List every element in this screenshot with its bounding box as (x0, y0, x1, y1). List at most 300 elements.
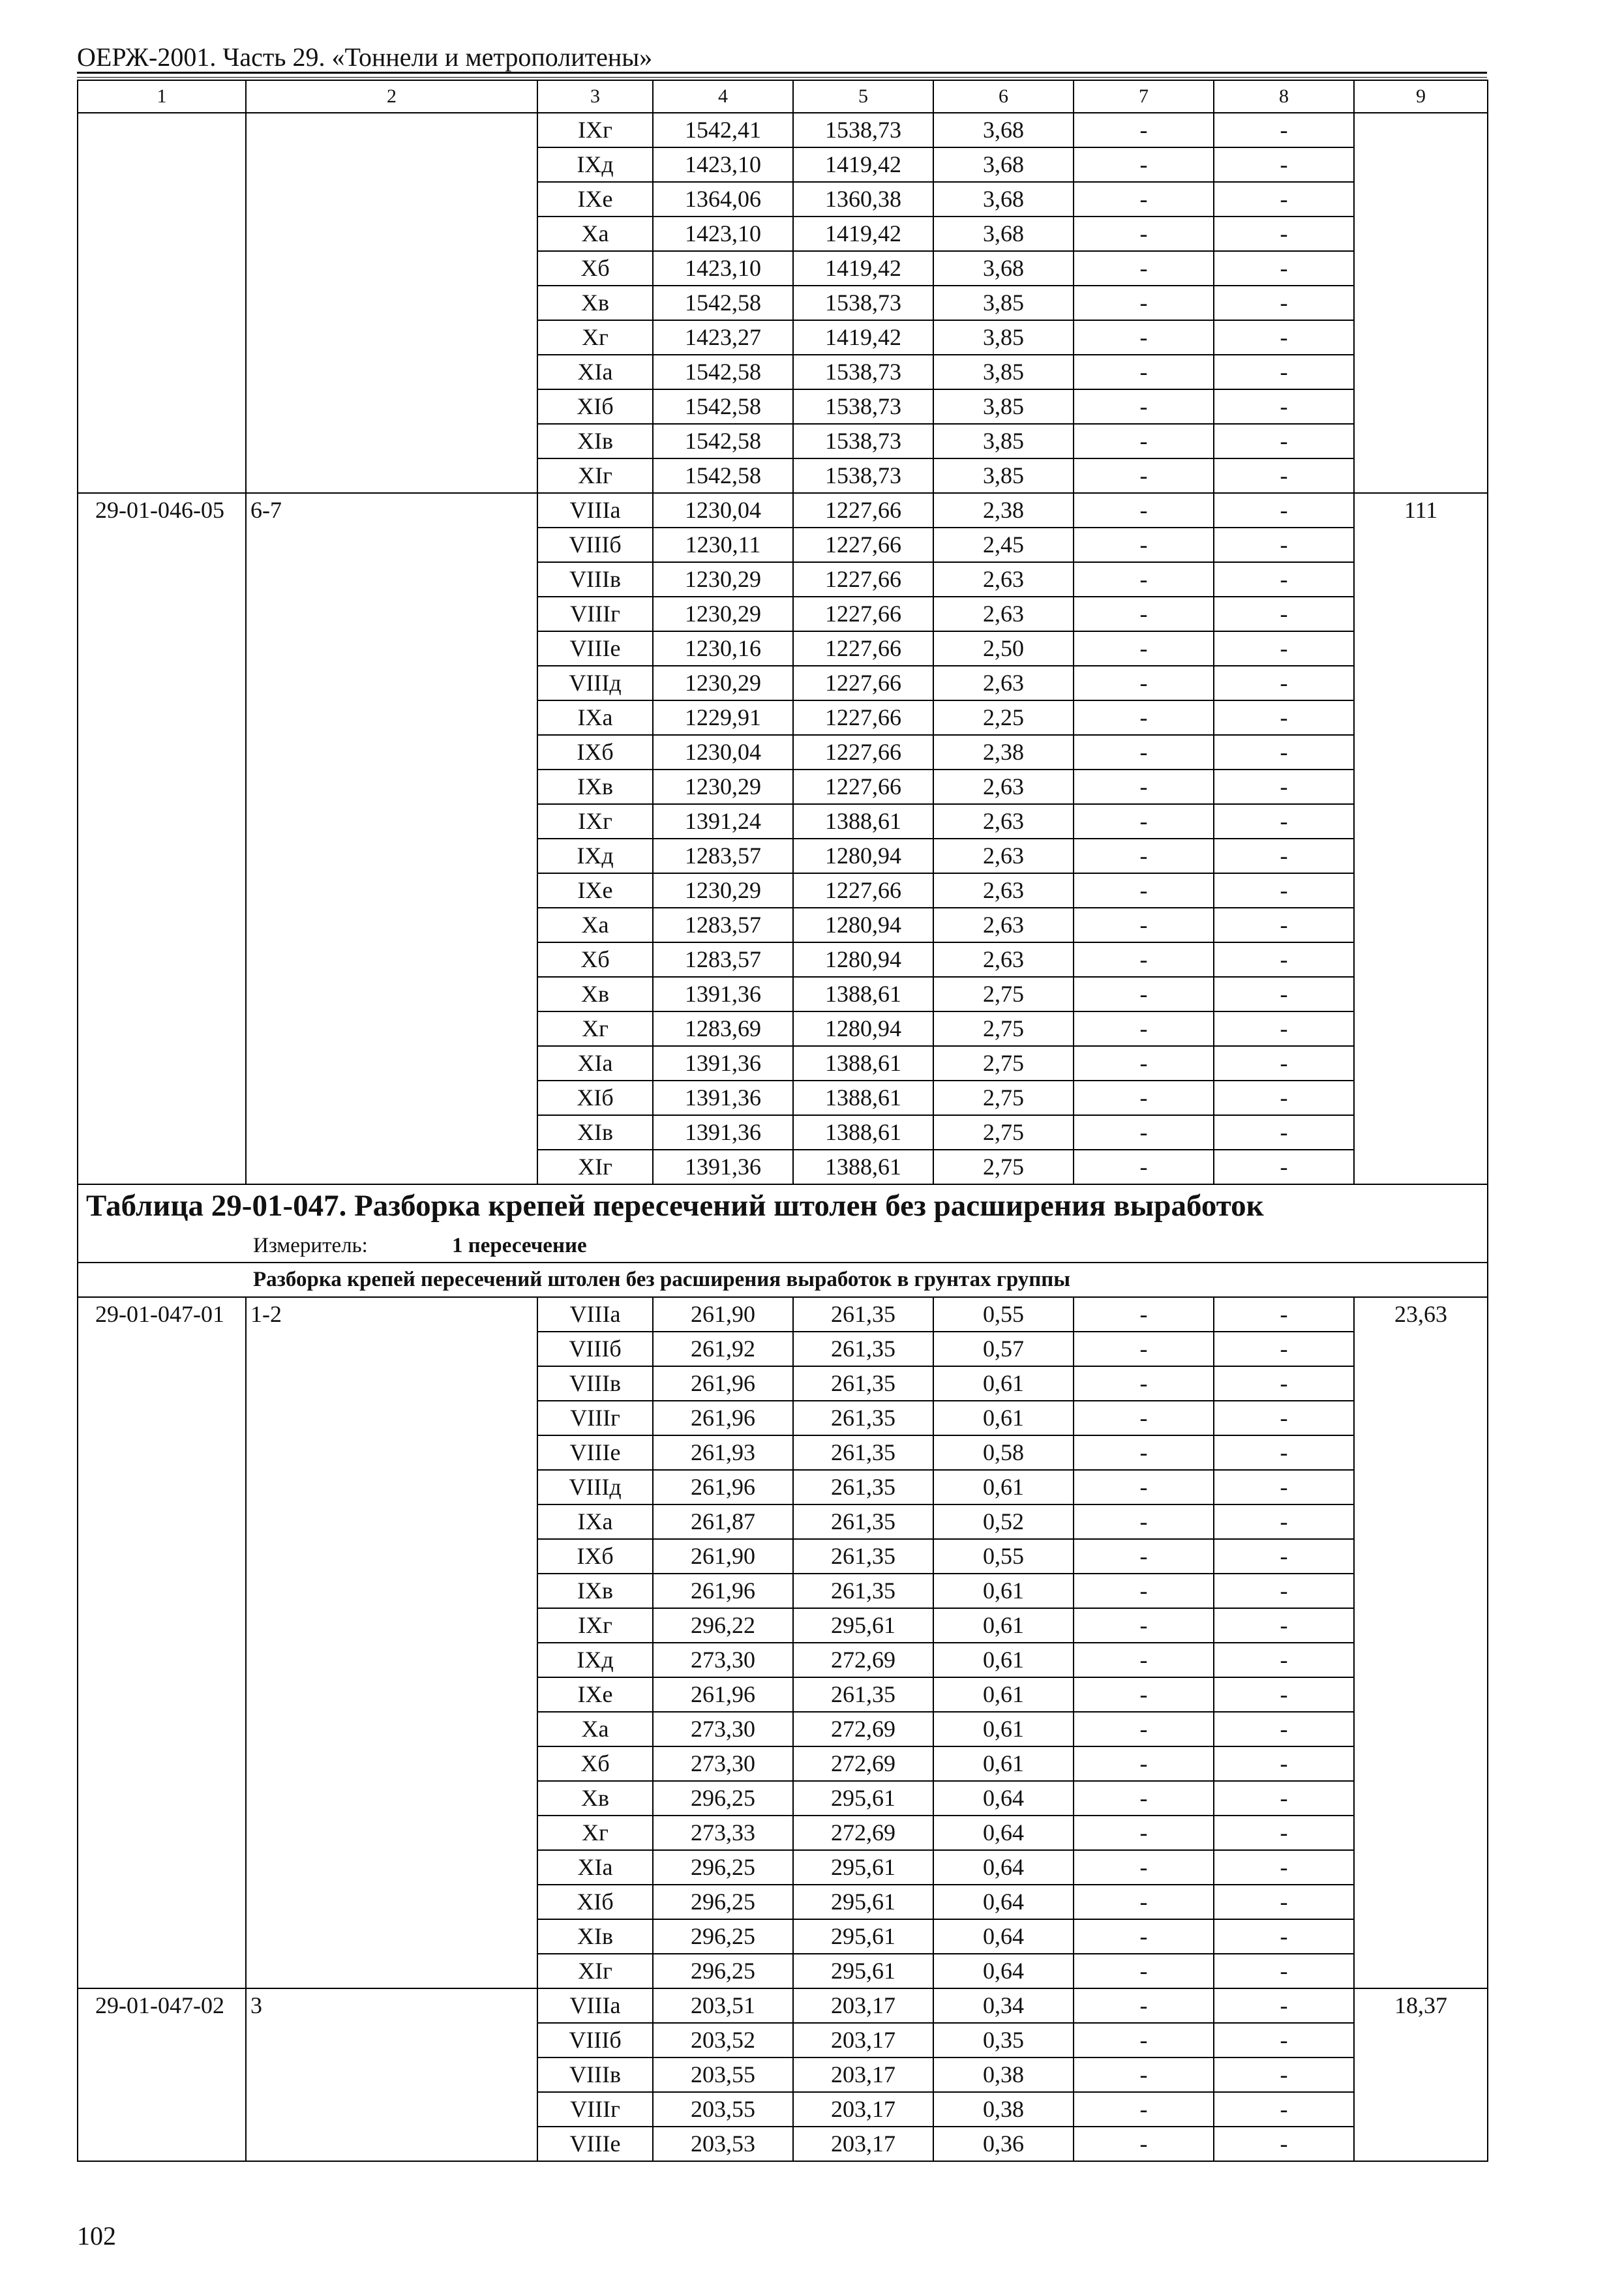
labor-wages-cell: 1227,66 (793, 770, 933, 804)
machine-operation-cell: 3,68 (933, 217, 1074, 251)
labor-wages-cell: 203,17 (793, 2023, 933, 2057)
machine-operation-cell: 0,64 (933, 1919, 1074, 1954)
labor-cost: 23,63 (1354, 1297, 1488, 1988)
labor-wages-cell: 1280,94 (793, 1011, 933, 1046)
category-cell: VIIIв (537, 562, 653, 597)
category-cell: Xг (537, 1011, 653, 1046)
labor-wages-cell: 1419,42 (793, 147, 933, 182)
machine-operation-cell: 2,45 (933, 528, 1074, 562)
materials-cell: - (1214, 700, 1354, 735)
labor-wages-cell: 272,69 (793, 1712, 933, 1746)
materials-cell: - (1214, 1643, 1354, 1677)
labor-wages-cell: 1388,61 (793, 1115, 933, 1150)
materials-cell: - (1214, 458, 1354, 493)
machine-operation-cell: 0,55 (933, 1297, 1074, 1332)
direct-costs-cell: 296,22 (653, 1608, 793, 1643)
category-cell: Xб (537, 942, 653, 977)
materials-cell: - (1214, 1435, 1354, 1470)
machine-operation-cell: 3,85 (933, 320, 1074, 355)
incl-wages-cell: - (1074, 1539, 1214, 1574)
machine-operation-cell: 0,57 (933, 1332, 1074, 1366)
materials-cell: - (1214, 1781, 1354, 1816)
direct-costs-cell: 1230,16 (653, 631, 793, 666)
direct-costs-cell: 1230,29 (653, 770, 793, 804)
machine-operation-cell: 2,63 (933, 804, 1074, 839)
machine-operation-cell: 2,50 (933, 631, 1074, 666)
direct-costs-cell: 1542,58 (653, 458, 793, 493)
category-cell: IXе (537, 182, 653, 217)
column-number: 9 (1354, 80, 1488, 113)
materials-cell: - (1214, 113, 1354, 147)
materials-cell: - (1214, 1081, 1354, 1115)
direct-costs-cell: 261,93 (653, 1435, 793, 1470)
direct-costs-cell: 261,96 (653, 1574, 793, 1608)
materials-cell: - (1214, 873, 1354, 908)
group-range: 3 (246, 1988, 537, 2161)
header-rule-thin (77, 77, 1487, 78)
incl-wages-cell: - (1074, 286, 1214, 320)
category-cell: VIIIд (537, 666, 653, 700)
unit-label: Измеритель: (253, 1234, 368, 1257)
incl-wages-cell: - (1074, 1115, 1214, 1150)
machine-operation-cell: 3,68 (933, 113, 1074, 147)
materials-cell: - (1214, 1332, 1354, 1366)
machine-operation-cell: 0,64 (933, 1781, 1074, 1816)
category-cell: VIIIг (537, 2092, 653, 2127)
labor-wages-cell: 1538,73 (793, 458, 933, 493)
materials-cell: - (1214, 528, 1354, 562)
machine-operation-cell: 0,64 (933, 1885, 1074, 1919)
labor-wages-cell: 1388,61 (793, 1046, 933, 1081)
category-cell: IXе (537, 873, 653, 908)
incl-wages-cell: - (1074, 1297, 1214, 1332)
materials-cell: - (1214, 1816, 1354, 1850)
materials-cell: - (1214, 735, 1354, 770)
labor-wages-cell: 1227,66 (793, 873, 933, 908)
incl-wages-cell: - (1074, 770, 1214, 804)
labor-wages-cell: 1388,61 (793, 1081, 933, 1115)
machine-operation-cell: 2,38 (933, 493, 1074, 528)
incl-wages-cell: - (1074, 424, 1214, 458)
incl-wages-cell: - (1074, 631, 1214, 666)
materials-cell: - (1214, 1539, 1354, 1574)
labor-wages-cell: 261,35 (793, 1539, 933, 1574)
incl-wages-cell: - (1074, 2092, 1214, 2127)
group-range: 1-2 (246, 1297, 537, 1988)
machine-operation-cell: 2,75 (933, 1115, 1074, 1150)
rate-code (78, 113, 246, 493)
incl-wages-cell: - (1074, 839, 1214, 873)
materials-cell: - (1214, 1988, 1354, 2023)
incl-wages-cell: - (1074, 1954, 1214, 1988)
direct-costs-cell: 1391,36 (653, 1081, 793, 1115)
category-cell: XIб (537, 389, 653, 424)
incl-wages-cell: - (1074, 355, 1214, 389)
materials-cell: - (1214, 2023, 1354, 2057)
labor-wages-cell: 261,35 (793, 1677, 933, 1712)
direct-costs-cell: 1391,24 (653, 804, 793, 839)
category-cell: VIIIб (537, 528, 653, 562)
machine-operation-cell: 0,61 (933, 1677, 1074, 1712)
rate-code: 29-01-047-01 (78, 1297, 246, 1988)
materials-cell: - (1214, 1401, 1354, 1435)
labor-wages-cell: 1388,61 (793, 804, 933, 839)
incl-wages-cell: - (1074, 320, 1214, 355)
incl-wages-cell: - (1074, 147, 1214, 182)
column-number-row (78, 80, 1488, 113)
labor-wages-cell: 1227,66 (793, 528, 933, 562)
labor-wages-cell: 261,35 (793, 1504, 933, 1539)
materials-cell: - (1214, 1746, 1354, 1781)
labor-wages-cell: 295,61 (793, 1919, 933, 1954)
direct-costs-cell: 1542,58 (653, 424, 793, 458)
column-number: 6 (933, 80, 1074, 113)
machine-operation-cell: 3,85 (933, 389, 1074, 424)
labor-wages-cell: 1227,66 (793, 735, 933, 770)
materials-cell: - (1214, 839, 1354, 873)
direct-costs-cell: 296,25 (653, 1885, 793, 1919)
direct-costs-cell: 261,90 (653, 1297, 793, 1332)
materials-cell: - (1214, 147, 1354, 182)
materials-cell: - (1214, 286, 1354, 320)
incl-wages-cell: - (1074, 735, 1214, 770)
labor-wages-cell: 1280,94 (793, 839, 933, 873)
machine-operation-cell: 0,58 (933, 1435, 1074, 1470)
category-cell: IXд (537, 147, 653, 182)
machine-operation-cell: 0,61 (933, 1470, 1074, 1504)
materials-cell: - (1214, 2057, 1354, 2092)
incl-wages-cell: - (1074, 1919, 1214, 1954)
labor-cost: 18,37 (1354, 1988, 1488, 2161)
incl-wages-cell: - (1074, 528, 1214, 562)
labor-wages-cell: 272,69 (793, 1816, 933, 1850)
category-cell: IXг (537, 113, 653, 147)
column-number: 2 (246, 80, 537, 113)
direct-costs-cell: 203,53 (653, 2127, 793, 2161)
table-row (78, 1988, 1488, 2023)
materials-cell: - (1214, 597, 1354, 631)
machine-operation-cell: 2,63 (933, 770, 1074, 804)
incl-wages-cell: - (1074, 2127, 1214, 2161)
incl-wages-cell: - (1074, 1046, 1214, 1081)
machine-operation-cell: 2,25 (933, 700, 1074, 735)
machine-operation-cell: 2,63 (933, 908, 1074, 942)
category-cell: VIIIд (537, 1470, 653, 1504)
direct-costs-cell: 296,25 (653, 1781, 793, 1816)
materials-cell: - (1214, 1885, 1354, 1919)
incl-wages-cell: - (1074, 1081, 1214, 1115)
labor-wages-cell: 203,17 (793, 2057, 933, 2092)
machine-operation-cell: 0,55 (933, 1539, 1074, 1574)
materials-cell: - (1214, 631, 1354, 666)
category-cell: XIг (537, 1150, 653, 1184)
category-cell: Xа (537, 217, 653, 251)
materials-cell: - (1214, 217, 1354, 251)
direct-costs-cell: 1542,58 (653, 389, 793, 424)
materials-cell: - (1214, 977, 1354, 1011)
incl-wages-cell: - (1074, 1677, 1214, 1712)
category-cell: Xг (537, 1816, 653, 1850)
direct-costs-cell: 273,30 (653, 1746, 793, 1781)
category-cell: VIIIв (537, 2057, 653, 2092)
category-cell: XIв (537, 1919, 653, 1954)
labor-wages-cell: 1538,73 (793, 113, 933, 147)
direct-costs-cell: 203,55 (653, 2092, 793, 2127)
incl-wages-cell: - (1074, 1150, 1214, 1184)
column-number: 1 (78, 80, 246, 113)
category-cell: IXд (537, 1643, 653, 1677)
direct-costs-cell: 261,96 (653, 1470, 793, 1504)
labor-wages-cell: 295,61 (793, 1608, 933, 1643)
direct-costs-cell: 261,87 (653, 1504, 793, 1539)
machine-operation-cell: 0,61 (933, 1712, 1074, 1746)
category-cell: IXв (537, 770, 653, 804)
incl-wages-cell: - (1074, 1988, 1214, 2023)
materials-cell: - (1214, 1712, 1354, 1746)
direct-costs-cell: 273,33 (653, 1816, 793, 1850)
category-cell: VIIIб (537, 1332, 653, 1366)
incl-wages-cell: - (1074, 1011, 1214, 1046)
materials-cell: - (1214, 666, 1354, 700)
category-cell: IXб (537, 1539, 653, 1574)
incl-wages-cell: - (1074, 1781, 1214, 1816)
materials-cell: - (1214, 770, 1354, 804)
labor-wages-cell: 261,35 (793, 1574, 933, 1608)
direct-costs-cell: 1230,04 (653, 493, 793, 528)
category-cell: VIIIа (537, 1988, 653, 2023)
machine-operation-cell: 0,61 (933, 1366, 1074, 1401)
direct-costs-cell: 1423,10 (653, 217, 793, 251)
table-row (78, 113, 1488, 147)
category-cell: XIв (537, 424, 653, 458)
labor-wages-cell: 1280,94 (793, 908, 933, 942)
materials-cell: - (1214, 1504, 1354, 1539)
labor-wages-cell: 1419,42 (793, 251, 933, 286)
machine-operation-cell: 3,85 (933, 286, 1074, 320)
group-range: 6-7 (246, 493, 537, 1184)
table-title-row (78, 1184, 1488, 1228)
incl-wages-cell: - (1074, 1504, 1214, 1539)
labor-wages-cell: 295,61 (793, 1885, 933, 1919)
category-cell: XIв (537, 1115, 653, 1150)
direct-costs-cell: 1542,41 (653, 113, 793, 147)
labor-wages-cell: 1227,66 (793, 631, 933, 666)
machine-operation-cell: 0,61 (933, 1401, 1074, 1435)
rate-code: 29-01-047-02 (78, 1988, 246, 2161)
category-cell: Xв (537, 286, 653, 320)
category-cell: Xг (537, 320, 653, 355)
table-row (78, 1297, 1488, 1332)
direct-costs-cell: 1391,36 (653, 977, 793, 1011)
incl-wages-cell: - (1074, 389, 1214, 424)
machine-operation-cell: 0,61 (933, 1574, 1074, 1608)
labor-wages-cell: 1419,42 (793, 217, 933, 251)
direct-costs-cell: 296,25 (653, 1850, 793, 1885)
direct-costs-cell: 1229,91 (653, 700, 793, 735)
incl-wages-cell: - (1074, 251, 1214, 286)
category-cell: VIIIа (537, 1297, 653, 1332)
direct-costs-cell: 261,96 (653, 1677, 793, 1712)
machine-operation-cell: 0,34 (933, 1988, 1074, 2023)
direct-costs-cell: 1230,29 (653, 597, 793, 631)
labor-wages-cell: 261,35 (793, 1401, 933, 1435)
labor-wages-cell: 1538,73 (793, 355, 933, 389)
materials-cell: - (1214, 2127, 1354, 2161)
materials-cell: - (1214, 1677, 1354, 1712)
column-number: 4 (653, 80, 793, 113)
direct-costs-cell: 1423,10 (653, 147, 793, 182)
category-cell: Xв (537, 1781, 653, 1816)
labor-wages-cell: 261,35 (793, 1366, 933, 1401)
incl-wages-cell: - (1074, 493, 1214, 528)
labor-wages-cell: 261,35 (793, 1435, 933, 1470)
labor-wages-cell: 1280,94 (793, 942, 933, 977)
materials-cell: - (1214, 942, 1354, 977)
category-cell: IXв (537, 1574, 653, 1608)
category-cell: Xб (537, 1746, 653, 1781)
incl-wages-cell: - (1074, 217, 1214, 251)
machine-operation-cell: 0,64 (933, 1954, 1074, 1988)
incl-wages-cell: - (1074, 942, 1214, 977)
category-cell: VIIIе (537, 631, 653, 666)
direct-costs-cell: 1542,58 (653, 286, 793, 320)
category-cell: VIIIб (537, 2023, 653, 2057)
materials-cell: - (1214, 1297, 1354, 1332)
labor-wages-cell: 1227,66 (793, 666, 933, 700)
materials-cell: - (1214, 1470, 1354, 1504)
direct-costs-cell: 1283,57 (653, 908, 793, 942)
materials-cell: - (1214, 1011, 1354, 1046)
header-rule (77, 72, 1487, 74)
machine-operation-cell: 0,38 (933, 2057, 1074, 2092)
incl-wages-cell: - (1074, 597, 1214, 631)
direct-costs-cell: 273,30 (653, 1712, 793, 1746)
machine-operation-cell: 0,61 (933, 1746, 1074, 1781)
category-cell: IXб (537, 735, 653, 770)
direct-costs-cell: 1230,29 (653, 666, 793, 700)
incl-wages-cell: - (1074, 2023, 1214, 2057)
direct-costs-cell: 203,55 (653, 2057, 793, 2092)
direct-costs-cell: 1283,57 (653, 839, 793, 873)
labor-wages-cell: 1538,73 (793, 286, 933, 320)
machine-operation-cell: 2,63 (933, 942, 1074, 977)
category-cell: Xв (537, 977, 653, 1011)
rates-table (77, 80, 1488, 2162)
materials-cell: - (1214, 389, 1354, 424)
direct-costs-cell: 203,51 (653, 1988, 793, 2023)
direct-costs-cell: 1423,27 (653, 320, 793, 355)
machine-operation-cell: 0,38 (933, 2092, 1074, 2127)
direct-costs-cell: 1230,29 (653, 562, 793, 597)
category-cell: IXа (537, 1504, 653, 1539)
machine-operation-cell: 2,75 (933, 1011, 1074, 1046)
materials-cell: - (1214, 1919, 1354, 1954)
incl-wages-cell: - (1074, 1643, 1214, 1677)
incl-wages-cell: - (1074, 700, 1214, 735)
labor-wages-cell: 1538,73 (793, 389, 933, 424)
direct-costs-cell: 296,25 (653, 1954, 793, 1988)
labor-wages-cell: 1360,38 (793, 182, 933, 217)
materials-cell: - (1214, 1574, 1354, 1608)
direct-costs-cell: 273,30 (653, 1643, 793, 1677)
labor-wages-cell: 1388,61 (793, 1150, 933, 1184)
machine-operation-cell: 0,35 (933, 2023, 1074, 2057)
direct-costs-cell: 1283,57 (653, 942, 793, 977)
unit-row (78, 1228, 1488, 1263)
labor-wages-cell: 295,61 (793, 1954, 933, 1988)
direct-costs-cell: 261,92 (653, 1332, 793, 1366)
machine-operation-cell: 2,75 (933, 1046, 1074, 1081)
incl-wages-cell: - (1074, 113, 1214, 147)
incl-wages-cell: - (1074, 1712, 1214, 1746)
materials-cell: - (1214, 1850, 1354, 1885)
category-cell: VIIIг (537, 1401, 653, 1435)
materials-cell: - (1214, 1954, 1354, 1988)
category-cell: VIIIе (537, 2127, 653, 2161)
materials-cell: - (1214, 493, 1354, 528)
materials-cell: - (1214, 355, 1354, 389)
machine-operation-cell: 0,61 (933, 1608, 1074, 1643)
direct-costs-cell: 1364,06 (653, 182, 793, 217)
machine-operation-cell: 0,64 (933, 1850, 1074, 1885)
incl-wages-cell: - (1074, 1470, 1214, 1504)
category-cell: IXг (537, 804, 653, 839)
labor-wages-cell: 295,61 (793, 1781, 933, 1816)
page-number: 102 (77, 2221, 116, 2251)
materials-cell: - (1214, 251, 1354, 286)
table-title: Таблица 29-01-047. Разборка крепей пересечений штолен без расширения выработок (78, 1184, 1488, 1228)
labor-wages-cell: 272,69 (793, 1746, 933, 1781)
labor-wages-cell: 272,69 (793, 1643, 933, 1677)
machine-operation-cell: 2,38 (933, 735, 1074, 770)
table-row (78, 493, 1488, 528)
incl-wages-cell: - (1074, 1816, 1214, 1850)
incl-wages-cell: - (1074, 2057, 1214, 2092)
direct-costs-cell: 261,96 (653, 1401, 793, 1435)
labor-cost: 111 (1354, 493, 1488, 1184)
incl-wages-cell: - (1074, 1885, 1214, 1919)
incl-wages-cell: - (1074, 1366, 1214, 1401)
direct-costs-cell: 1542,58 (653, 355, 793, 389)
machine-operation-cell: 2,63 (933, 562, 1074, 597)
table-subtitle: Разборка крепей пересечений штолен без расширения выработок в грунтах группы (78, 1263, 1488, 1297)
machine-operation-cell: 2,63 (933, 839, 1074, 873)
incl-wages-cell: - (1074, 977, 1214, 1011)
direct-costs-cell: 261,96 (653, 1366, 793, 1401)
incl-wages-cell: - (1074, 562, 1214, 597)
column-number: 8 (1214, 80, 1354, 113)
column-number: 5 (793, 80, 933, 113)
labor-cost (1354, 113, 1488, 493)
category-cell: XIб (537, 1885, 653, 1919)
direct-costs-cell: 296,25 (653, 1919, 793, 1954)
category-cell: VIIIв (537, 1366, 653, 1401)
category-cell: Xб (537, 251, 653, 286)
category-cell: Xа (537, 1712, 653, 1746)
category-cell: Xа (537, 908, 653, 942)
category-cell: XIг (537, 1954, 653, 1988)
incl-wages-cell: - (1074, 804, 1214, 839)
incl-wages-cell: - (1074, 1746, 1214, 1781)
labor-wages-cell: 261,35 (793, 1332, 933, 1366)
direct-costs-cell: 1230,04 (653, 735, 793, 770)
machine-operation-cell: 3,68 (933, 147, 1074, 182)
machine-operation-cell: 3,85 (933, 355, 1074, 389)
group-range (246, 113, 537, 493)
rate-code: 29-01-046-05 (78, 493, 246, 1184)
category-cell: XIа (537, 1850, 653, 1885)
labor-wages-cell: 203,17 (793, 2092, 933, 2127)
